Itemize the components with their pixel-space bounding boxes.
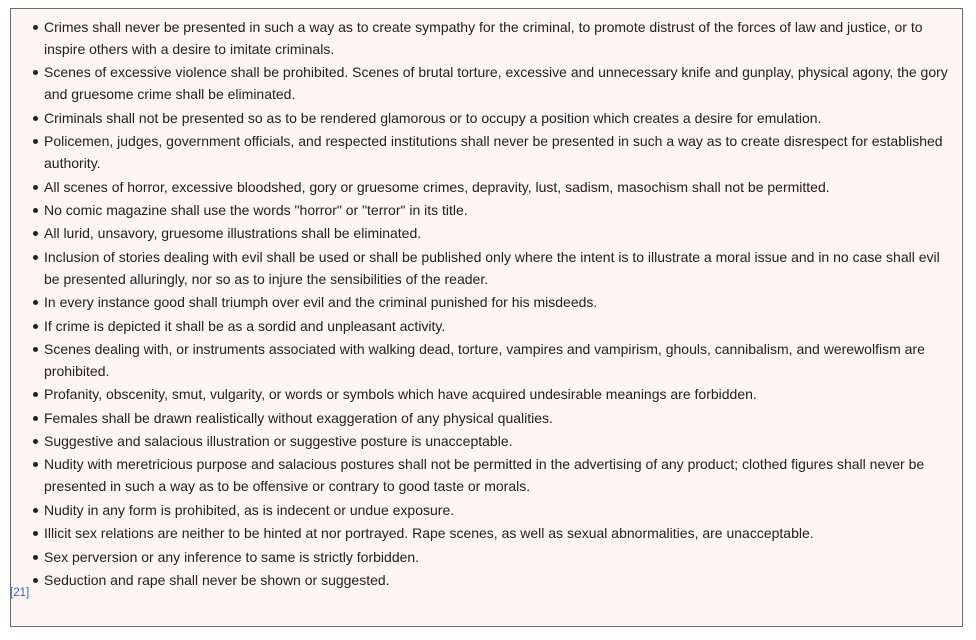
list-item-text: Profanity, obscenity, smut, vulgarity, or words or symbols which have acquired undesirable meanings are forbidden. <box>44 386 757 403</box>
list-item <box>19 569 958 591</box>
list-item <box>19 383 958 405</box>
bullet-icon <box>33 508 38 513</box>
list-item-text: Nudity with meretricious purpose and salacious postures shall not be permitted in the advertising of any product; clothed figures shall never be presented in such a way as to be offensive or contrary to good taste or morals. <box>44 456 925 495</box>
bullet-icon <box>33 185 38 190</box>
list-item-text: Illicit sex relations are neither to be hinted at nor portrayed. Rape scenes, as well as sexual abnormalities, are unacceptable. <box>44 525 814 542</box>
list-item-text: Suggestive and salacious illustration or suggestive posture is unacceptable. <box>44 433 513 450</box>
list-item <box>19 130 958 174</box>
list-item <box>19 61 958 105</box>
list-item <box>19 546 958 568</box>
list-item <box>19 16 958 60</box>
bullet-icon <box>33 139 38 144</box>
list-item-text: All lurid, unsavory, gruesome illustrations shall be eliminated. <box>44 225 422 242</box>
list-item-text: Scenes dealing with, or instruments associated with walking dead, torture, vampires and vampirism, ghouls, cannibalism, and werewolfism are prohibited. <box>44 340 925 379</box>
bullet-icon <box>33 578 38 583</box>
list-item <box>19 430 958 452</box>
bullet-icon <box>33 208 38 213</box>
list-item <box>19 522 958 544</box>
list-item <box>19 246 958 290</box>
bullet-icon <box>33 462 38 467</box>
bullet-icon <box>33 300 38 305</box>
bullet-icon <box>33 439 38 444</box>
bullet-icon <box>33 324 38 329</box>
bullet-icon <box>33 25 38 30</box>
list-item-text: Criminals shall not be presented so as to be rendered glamorous or to occupy a position which creates a desire for emulation. <box>44 109 822 126</box>
list-item-text: Nudity in any form is prohibited, as is indecent or undue exposure. <box>44 501 455 518</box>
rules-list <box>11 9 962 591</box>
list-item-text: In every instance good shall triumph over evil and the criminal punished for his misdeeds. <box>44 294 598 311</box>
list-item <box>19 499 958 521</box>
quote-box <box>10 8 963 627</box>
list-item <box>19 453 958 497</box>
bullet-icon <box>33 116 38 121</box>
bullet-icon <box>33 555 38 560</box>
list-item <box>19 176 958 198</box>
bullet-icon <box>33 531 38 536</box>
reference-link[interactable]: [21] <box>10 587 30 599</box>
bullet-icon <box>33 231 38 236</box>
list-item-text: Sex perversion or any inference to same is strictly forbidden. <box>44 548 420 565</box>
bullet-icon <box>33 392 38 397</box>
bullet-icon <box>33 70 38 75</box>
list-item <box>19 338 958 382</box>
list-item-text: No comic magazine shall use the words "horror" or "terror" in its title. <box>44 201 468 218</box>
bullet-icon <box>33 255 38 260</box>
bullet-icon <box>33 416 38 421</box>
bullet-icon <box>33 347 38 352</box>
list-item-text: All scenes of horror, excessive bloodshed, gory or gruesome crimes, depravity, lust, sadism, masochism shall not be permitted. <box>44 178 830 195</box>
list-item <box>19 315 958 337</box>
list-item <box>19 222 958 244</box>
list-item <box>19 199 958 221</box>
list-item-text: Seduction and rape shall never be shown or suggested. <box>44 572 390 589</box>
list-item-text: Scenes of excessive violence shall be prohibited. Scenes of brutal torture, excessive and unnecessary knife and gunplay, physical agony, the gory and gruesome crime shall be eliminated. <box>44 64 948 103</box>
list-item <box>19 291 958 313</box>
list-item <box>19 107 958 129</box>
list-item <box>19 407 958 429</box>
list-item-text: Crimes shall never be presented in such a way as to create sympathy for the criminal, to promote distrust of the forces of law and justice, or to inspire others with a desire to imitate criminals. <box>44 19 923 57</box>
list-item-text: If crime is depicted it shall be as a sordid and unpleasant activity. <box>44 317 446 334</box>
list-item-text: Females shall be drawn realistically without exaggeration of any physical qualities. <box>44 409 553 426</box>
list-item-text: Inclusion of stories dealing with evil shall be used or shall be published only where the intent is to illustrate a moral issue and in no case shall evil be presented alluringly, nor so as to injure the sensibilities of the reader. <box>44 248 940 287</box>
list-item-text: Policemen, judges, government officials, and respected institutions shall never be presented in such a way as to create disrespect for established authority. <box>44 133 943 172</box>
